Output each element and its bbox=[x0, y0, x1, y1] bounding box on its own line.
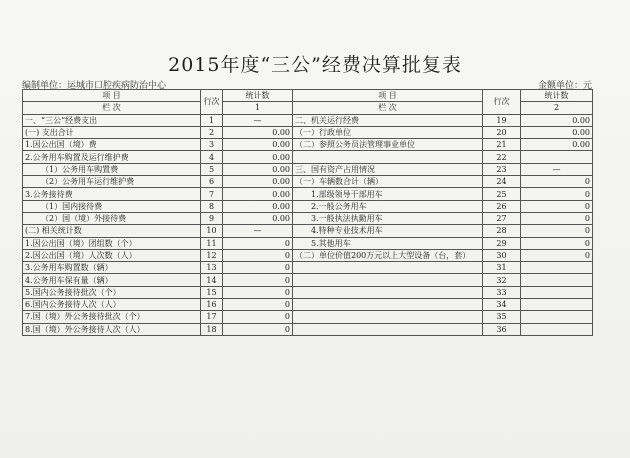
left-item-name: （2）国（境）外接待费 bbox=[23, 212, 201, 224]
left-stat-value: 0.00 bbox=[223, 176, 293, 188]
left-item-name: （2）公务用车运行维护费 bbox=[23, 176, 201, 188]
table-row bbox=[23, 176, 593, 188]
header-item-right: 项 目 bbox=[293, 90, 483, 102]
table-row bbox=[23, 139, 593, 151]
right-stat-value bbox=[521, 274, 593, 286]
table-row bbox=[23, 274, 593, 286]
column-index-left: 1 bbox=[223, 102, 293, 114]
right-item-name bbox=[293, 311, 483, 323]
header-rowno-right: 行次 bbox=[483, 90, 521, 115]
left-row-number: 6 bbox=[201, 176, 223, 188]
left-row-number: 3 bbox=[201, 139, 223, 151]
right-item-name: 4.特种专业技术用车 bbox=[293, 225, 483, 237]
left-row-number: 7 bbox=[201, 188, 223, 200]
right-item-name: （一）车辆数合计（辆） bbox=[293, 176, 483, 188]
left-stat-value: 0.00 bbox=[223, 163, 293, 175]
right-row-number: 20 bbox=[483, 126, 521, 138]
right-row-number: 30 bbox=[483, 249, 521, 261]
left-item-name: 3.公务接待费 bbox=[23, 188, 201, 200]
right-item-name: 5.其他用车 bbox=[293, 237, 483, 249]
left-row-number: 10 bbox=[201, 225, 223, 237]
left-row-number: 8 bbox=[201, 200, 223, 212]
left-stat-value: 0 bbox=[223, 249, 293, 261]
left-row-number: 12 bbox=[201, 249, 223, 261]
left-item-name: 3.公务用车购置数（辆） bbox=[23, 262, 201, 274]
left-row-number: 15 bbox=[201, 286, 223, 298]
left-row-number: 9 bbox=[201, 212, 223, 224]
right-item-name: 3.一般执法执勤用车 bbox=[293, 212, 483, 224]
right-stat-value bbox=[521, 286, 593, 298]
right-item-name bbox=[293, 274, 483, 286]
table-row bbox=[23, 114, 593, 126]
right-stat-value bbox=[521, 262, 593, 274]
right-row-number: 25 bbox=[483, 188, 521, 200]
header-rowno-left: 行次 bbox=[201, 90, 223, 115]
table-row bbox=[23, 262, 593, 274]
left-stat-value: 0.00 bbox=[223, 188, 293, 200]
right-row-number: 34 bbox=[483, 299, 521, 311]
table-row bbox=[23, 151, 593, 163]
left-row-number: 13 bbox=[201, 262, 223, 274]
right-row-number: 21 bbox=[483, 139, 521, 151]
table-row bbox=[23, 225, 593, 237]
left-stat-value: 0.00 bbox=[223, 151, 293, 163]
right-stat-value: 0 bbox=[521, 249, 593, 261]
left-stat-value: 0.00 bbox=[223, 126, 293, 138]
left-row-number: 1 bbox=[201, 114, 223, 126]
left-item-name: （1）国内接待费 bbox=[23, 200, 201, 212]
right-row-number: 22 bbox=[483, 151, 521, 163]
left-stat-value: — bbox=[223, 225, 293, 237]
table-row bbox=[23, 212, 593, 224]
table-row bbox=[23, 286, 593, 298]
right-item-name: 二、机关运行经费 bbox=[293, 114, 483, 126]
left-stat-value: 0.00 bbox=[223, 200, 293, 212]
right-stat-value: 0.00 bbox=[521, 114, 593, 126]
amount-unit: 金额单位：元 bbox=[537, 81, 592, 91]
right-item-name: （一）行政单位 bbox=[293, 126, 483, 138]
left-item-name: 5.国内公务接待批次（个） bbox=[23, 286, 201, 298]
right-stat-value: 0 bbox=[521, 176, 593, 188]
right-row-number: 23 bbox=[483, 163, 521, 175]
left-item-name: 4.公务用车保有量（辆） bbox=[23, 274, 201, 286]
right-row-number: 32 bbox=[483, 274, 521, 286]
right-stat-value bbox=[521, 311, 593, 323]
left-row-number: 14 bbox=[201, 274, 223, 286]
table-row bbox=[23, 163, 593, 175]
left-item-name: 6.国内公务接待人次（人） bbox=[23, 299, 201, 311]
left-row-number: 11 bbox=[201, 237, 223, 249]
right-item-name bbox=[293, 299, 483, 311]
right-item-name bbox=[293, 262, 483, 274]
column-index-right: 2 bbox=[521, 102, 593, 114]
column-label-right: 栏 次 bbox=[293, 102, 483, 114]
right-row-number: 31 bbox=[483, 262, 521, 274]
right-row-number: 28 bbox=[483, 225, 521, 237]
left-item-name: 一、“三公”经费支出 bbox=[23, 114, 201, 126]
right-item-name bbox=[293, 323, 483, 335]
right-row-number: 29 bbox=[483, 237, 521, 249]
right-row-number: 36 bbox=[483, 323, 521, 335]
right-item-name bbox=[293, 286, 483, 298]
table-row bbox=[23, 188, 593, 200]
table-row bbox=[23, 200, 593, 212]
right-stat-value: 0.00 bbox=[521, 126, 593, 138]
right-stat-value: — bbox=[521, 163, 593, 175]
column-label-left: 栏 次 bbox=[23, 102, 201, 114]
left-row-number: 16 bbox=[201, 299, 223, 311]
left-stat-value: 0.00 bbox=[223, 139, 293, 151]
right-stat-value: 0 bbox=[521, 225, 593, 237]
right-stat-value bbox=[521, 299, 593, 311]
table-row bbox=[23, 237, 593, 249]
right-item-name: （二）单位价值200万元以上大型设备（台，套） bbox=[293, 249, 483, 261]
table-row bbox=[23, 249, 593, 261]
header-row bbox=[23, 90, 593, 102]
right-row-number: 27 bbox=[483, 212, 521, 224]
table-row bbox=[23, 299, 593, 311]
left-stat-value: 0 bbox=[223, 274, 293, 286]
left-row-number: 18 bbox=[201, 323, 223, 335]
right-row-number: 26 bbox=[483, 200, 521, 212]
table-row bbox=[23, 323, 593, 335]
right-stat-value: 0 bbox=[521, 188, 593, 200]
right-item-name: （二）参照公务员法管理事业单位 bbox=[293, 139, 483, 151]
left-item-name: （1）公务用车购置费 bbox=[23, 163, 201, 175]
page-title: 2015年度“三公”经费决算批复表 bbox=[168, 54, 462, 76]
left-stat-value: 0 bbox=[223, 299, 293, 311]
right-item-name: 三、国有资产占用情况 bbox=[293, 163, 483, 175]
left-stat-value: 0 bbox=[223, 311, 293, 323]
right-stat-value bbox=[521, 323, 593, 335]
approval-table bbox=[22, 89, 593, 336]
left-item-name: 2.公务用车购置及运行维护费 bbox=[23, 151, 201, 163]
left-row-number: 2 bbox=[201, 126, 223, 138]
left-item-name: (二) 相关统计数 bbox=[23, 225, 201, 237]
table-row bbox=[23, 126, 593, 138]
left-item-name: (一) 支出合计 bbox=[23, 126, 201, 138]
left-item-name: 8.国（境）外公务接待人次（人） bbox=[23, 323, 201, 335]
left-stat-value: 0 bbox=[223, 286, 293, 298]
right-stat-value bbox=[521, 151, 593, 163]
right-row-number: 35 bbox=[483, 311, 521, 323]
right-item-name: 2.一般公务用车 bbox=[293, 200, 483, 212]
left-row-number: 17 bbox=[201, 311, 223, 323]
right-item-name bbox=[293, 151, 483, 163]
left-row-number: 4 bbox=[201, 151, 223, 163]
right-stat-value: 0 bbox=[521, 212, 593, 224]
right-row-number: 19 bbox=[483, 114, 521, 126]
right-item-name: 1.部级领导干部用车 bbox=[293, 188, 483, 200]
left-stat-value: — bbox=[223, 114, 293, 126]
left-item-name: 1.因公出国（境）团组数（个） bbox=[23, 237, 201, 249]
left-item-name: 1.因公出国（境）费 bbox=[23, 139, 201, 151]
table-row bbox=[23, 311, 593, 323]
header-stat-right: 统计数 bbox=[521, 90, 593, 102]
header-item-left: 项 目 bbox=[23, 90, 201, 102]
right-stat-value: 0 bbox=[521, 200, 593, 212]
left-item-name: 7.国（境）外公务接待批次（个） bbox=[23, 311, 201, 323]
left-item-name: 2.因公出国（境）人次数（人） bbox=[23, 249, 201, 261]
right-stat-value: 0 bbox=[521, 237, 593, 249]
right-row-number: 24 bbox=[483, 176, 521, 188]
reporting-unit: 编制单位：运城市口腔疾病防治中心 bbox=[22, 81, 167, 91]
left-row-number: 5 bbox=[201, 163, 223, 175]
right-stat-value: 0.00 bbox=[521, 139, 593, 151]
left-stat-value: 0 bbox=[223, 323, 293, 335]
left-stat-value: 0 bbox=[223, 237, 293, 249]
right-row-number: 33 bbox=[483, 286, 521, 298]
left-stat-value: 0 bbox=[223, 262, 293, 274]
left-stat-value: 0.00 bbox=[223, 212, 293, 224]
header-stat-left: 统计数 bbox=[223, 90, 293, 102]
